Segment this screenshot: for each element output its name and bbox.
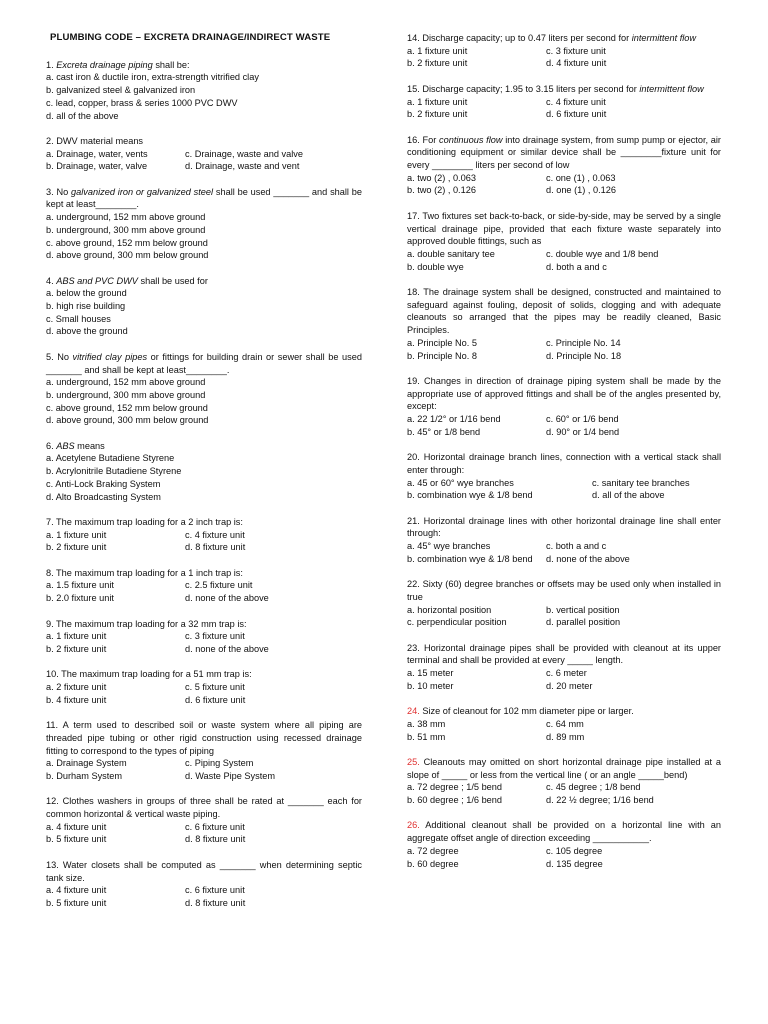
answer-options	[46, 148, 362, 173]
answer-option: d. 8 fixture unit	[185, 542, 246, 553]
question-text: No	[53, 186, 72, 197]
question-stem	[407, 642, 721, 667]
answer-option: a. 4 fixture unit	[46, 885, 107, 896]
question-number: 7.	[46, 516, 54, 527]
answer-option: b. 10 meter	[407, 680, 454, 691]
question-stem	[46, 719, 362, 757]
question-text: DWV material means	[53, 135, 144, 146]
answer-option: d. 6 fixture unit	[546, 109, 607, 120]
question-stem	[46, 186, 362, 211]
question-13	[46, 859, 362, 910]
answer-option: a. 45° wye branches	[407, 541, 491, 552]
answer-option: b. combination wye & 1/8 bend	[407, 553, 533, 564]
question-17	[407, 210, 721, 274]
question-stem	[407, 375, 721, 413]
question-20	[407, 451, 721, 502]
question-number: 17.	[407, 210, 420, 221]
question-stem	[407, 756, 721, 781]
answer-option: c. sanitary tee branches	[592, 477, 690, 488]
answer-option: c. 6 fixture unit	[185, 885, 245, 896]
question-stem	[46, 859, 362, 884]
question-text: Discharge capacity; 1.95 to 3.15 liters per second for	[419, 83, 640, 94]
answer-option: b. 60 degree	[407, 858, 459, 869]
question-8	[46, 567, 362, 605]
question-number: 11.	[46, 720, 59, 731]
answer-option: a. cast iron & ductile iron, extra-strength vitrified clay	[46, 72, 259, 83]
question-stem	[407, 32, 721, 45]
italic-term: galvanized iron or galvanized steel	[71, 186, 214, 197]
question-text: Changes in direction of drainage piping system shall be made by the appropriate use of approved fittings and shall be of the angles presented by, except:	[407, 375, 721, 412]
question-18	[407, 286, 721, 362]
italic-term: continuous flow	[439, 134, 503, 145]
answer-options	[46, 71, 362, 122]
document-title: PLUMBING CODE – EXCRETA DRAINAGE/INDIRECT WASTE	[50, 32, 331, 43]
question-text: Horizontal drainage branch lines, connection with a vertical stack shall enter through:	[407, 452, 721, 475]
answer-option: a. Drainage, water, vents	[46, 148, 148, 159]
italic-term: ABS	[56, 440, 75, 451]
answer-option: a. 4 fixture unit	[46, 821, 107, 832]
answer-option: c. 2.5 fixture unit	[185, 580, 253, 591]
answer-option: b. 5 fixture unit	[46, 834, 107, 845]
question-stem	[407, 819, 721, 844]
answer-option: c. 4 fixture unit	[546, 96, 606, 107]
question-text: Horizontal drainage lines with other horizontal drainage line shall enter through:	[407, 515, 721, 539]
answer-option: d. 89 mm	[546, 731, 585, 742]
question-number: 14.	[407, 33, 420, 43]
answer-option: c. both a and c	[546, 541, 607, 552]
answer-option: c. above ground, 152 mm below ground	[46, 237, 208, 248]
question-number: 15.	[407, 83, 420, 94]
answer-option: b. Drainage, water, valve	[46, 161, 148, 172]
answer-option: c. 6 fixture unit	[185, 821, 245, 832]
answer-option: a. 15 meter	[407, 668, 454, 679]
question-22	[407, 578, 721, 629]
question-number: 26.	[407, 820, 420, 831]
answer-option: b. 2 fixture unit	[46, 542, 107, 553]
question-stem	[46, 516, 362, 529]
answer-option: c. perpendicular position	[407, 617, 507, 628]
question-number: 21.	[407, 515, 420, 526]
answer-option: a. Acetylene Butadiene Styrene	[46, 453, 175, 464]
question-text: For	[419, 134, 439, 145]
answer-option: a. 38 mm	[407, 718, 446, 729]
answer-option: d. none of the above	[185, 593, 269, 604]
answer-options	[46, 630, 362, 655]
answer-options	[46, 757, 362, 782]
question-number: 20.	[407, 452, 420, 463]
question-14	[407, 32, 721, 70]
answer-option: c. above ground, 152 mm below ground	[46, 402, 208, 413]
question-stem	[407, 578, 721, 603]
answer-options	[46, 681, 362, 706]
answer-options	[46, 376, 362, 427]
question-15	[407, 83, 721, 121]
answer-option: b. two (2) , 0.126	[407, 185, 476, 196]
answer-option: b. underground, 300 mm above ground	[46, 224, 206, 235]
question-number: 6.	[46, 440, 54, 451]
answer-option: a. underground, 152 mm above ground	[46, 212, 206, 223]
answer-option: b. double wye	[407, 261, 464, 272]
italic-term: Excreta drainage piping	[56, 59, 153, 70]
question-number: 18.	[407, 287, 420, 297]
answer-options	[46, 452, 362, 503]
question-stem	[407, 134, 721, 172]
question-number: 12.	[46, 796, 59, 807]
left-column	[46, 32, 362, 922]
answer-option: a. below the ground	[46, 288, 127, 299]
question-number: 25.	[407, 756, 420, 767]
question-text: Water closets shall be computed as _______ when determining septic tank size.	[46, 859, 362, 883]
answer-option: a. 1 fixture unit	[46, 529, 107, 540]
answer-options	[407, 540, 721, 565]
answer-option: b. 5 fixture unit	[46, 897, 107, 908]
answer-option: c. 3 fixture unit	[185, 631, 245, 642]
answer-option: b. underground, 300 mm above ground	[46, 389, 206, 400]
question-number: 2.	[46, 135, 54, 146]
answer-option: a. Drainage System	[46, 758, 127, 769]
question-text: Sixty (60) degree branches or offsets may be used only when installed in true	[407, 579, 721, 602]
question-number: 8.	[46, 567, 54, 578]
answer-option: d. above ground, 300 mm below ground	[46, 250, 209, 261]
answer-option: a. Principle No. 5	[407, 337, 477, 348]
answer-options	[407, 96, 721, 121]
answer-options	[407, 337, 721, 362]
question-21	[407, 515, 721, 566]
question-9	[46, 618, 362, 656]
question-number: 19.	[407, 375, 420, 386]
answer-option: d. 8 fixture unit	[185, 834, 246, 845]
question-number: 13.	[46, 859, 59, 870]
question-text: The drainage system shall be designed, constructed and maintained to safeguard against fouling, deposit of solids, clogging and with adequate cleanouts so arranged that the pipes may be readily cleaned, Basic Principles.	[407, 287, 721, 336]
answer-option: c. Anti-Lock Braking System	[46, 478, 161, 489]
answer-options	[46, 579, 362, 604]
answer-option: d. 90° or 1/4 bend	[546, 426, 620, 437]
question-stem	[46, 135, 362, 148]
question-number: 22.	[407, 579, 420, 590]
right-column	[407, 32, 721, 883]
question-number: 9.	[46, 618, 54, 629]
answer-options	[407, 477, 721, 502]
answer-option: d. 4 fixture unit	[546, 58, 607, 69]
question-text: into drainage system, from sump pump or ejector, air conditioning equipment or similar device shall be ________fixture unit for every ________ liters per second of low	[407, 134, 721, 170]
question-10	[46, 668, 362, 706]
question-text: The maximum trap loading for a 1 inch trap is:	[53, 567, 243, 578]
question-stem	[407, 286, 721, 337]
answer-option: c. 3 fixture unit	[546, 45, 606, 56]
answer-option: a. two (2) , 0.063	[407, 172, 476, 183]
question-19	[407, 375, 721, 439]
question-stem	[407, 705, 721, 718]
question-3	[46, 186, 362, 262]
answer-option: d. 22 ½ degree; 1/16 bend	[546, 795, 654, 806]
answer-option: b. Acrylonitrile Butadiene Styrene	[46, 466, 182, 477]
question-number: 1.	[46, 59, 54, 70]
question-text: The maximum trap loading for a 51 mm trap is:	[58, 669, 252, 680]
answer-options	[46, 287, 362, 338]
question-text: Discharge capacity; up to 0.47 liters per second for	[419, 33, 632, 43]
answer-option: a. 1 fixture unit	[46, 631, 107, 642]
answer-option: d. both a and c	[546, 261, 607, 272]
answer-option: c. double wye and 1/8 bend	[546, 248, 659, 259]
question-text: Additional cleanout shall be provided on a horizontal line with an aggregate offset angle of direction exceeding ___________.	[407, 820, 721, 844]
answer-option: d. Alto Broadcasting System	[46, 491, 161, 502]
answer-option: b. high rise building	[46, 301, 126, 312]
answer-option: b. Principle No. 8	[407, 350, 477, 361]
question-text: Size of cleanout for 102 mm diameter pipe or larger.	[419, 706, 634, 717]
answer-option: a. 22 1/2° or 1/16 bend	[407, 414, 501, 425]
question-12	[46, 795, 362, 846]
answer-option: b. galvanized steel & galvanized iron	[46, 85, 196, 96]
question-stem	[46, 440, 362, 453]
answer-option: c. Drainage, waste and valve	[185, 148, 303, 159]
answer-option: d. one (1) , 0.126	[546, 185, 616, 196]
question-stem	[407, 210, 721, 248]
answer-option: a. horizontal position	[407, 604, 492, 615]
question-stem	[407, 451, 721, 476]
answer-option: b. Durham System	[46, 770, 123, 781]
question-11	[46, 719, 362, 783]
question-stem	[46, 668, 362, 681]
question-text: Two fixtures set back-to-back, or side-by-side, may be served by a single vertical drainage pipe, provided that each fixture waste separately into approved double fittings, such as	[407, 210, 721, 247]
question-24	[407, 705, 721, 743]
answer-option: d. 20 meter	[546, 680, 593, 691]
question-stem	[46, 618, 362, 631]
answer-option: b. 2 fixture unit	[407, 109, 468, 120]
answer-option: d. Principle No. 18	[546, 350, 622, 361]
answer-option: a. underground, 152 mm above ground	[46, 377, 206, 388]
answer-option: b. vertical position	[546, 604, 620, 615]
answer-options	[46, 529, 362, 554]
answer-option: b. 60 degree ; 1/6 bend	[407, 795, 503, 806]
answer-option: d. all of the above	[46, 110, 119, 121]
answer-option: d. above ground, 300 mm below ground	[46, 415, 209, 426]
answer-option: d. above the ground	[46, 326, 128, 337]
question-text: The maximum trap loading for a 32 mm trap is:	[53, 618, 247, 629]
answer-option: d. Waste Pipe System	[185, 770, 276, 781]
answer-option: c. 45 degree ; 1/8 bend	[546, 782, 641, 793]
answer-option: c. Piping System	[185, 758, 254, 769]
answer-option: a. 45 or 60° wye branches	[407, 477, 514, 488]
italic-term: intermittent flow	[639, 83, 704, 94]
question-number: 23.	[407, 642, 420, 653]
answer-options	[407, 248, 721, 273]
question-stem	[46, 59, 362, 72]
question-6	[46, 440, 362, 504]
answer-option: a. 2 fixture unit	[46, 682, 107, 693]
question-number: 4.	[46, 275, 54, 286]
question-4	[46, 275, 362, 339]
italic-term: ABS and PVC DWV	[56, 275, 138, 286]
answer-option: a. 72 degree	[407, 845, 459, 856]
question-number: 24.	[407, 706, 420, 717]
question-2	[46, 135, 362, 173]
question-text: A term used to described soil or waste system where all piping are threaded pipe tubing or other rigid construction using recessed drainage fitting to correspond to the types of piping	[46, 720, 362, 756]
answer-option: a. 72 degree ; 1/5 bend	[407, 782, 503, 793]
question-5	[46, 351, 362, 427]
answer-option: c. 5 fixture unit	[185, 682, 245, 693]
answer-option: d. none of the above	[185, 643, 269, 654]
answer-options	[407, 667, 721, 692]
question-text: The maximum trap loading for a 2 inch trap is:	[53, 516, 243, 527]
answer-option: c. 60° or 1/6 bend	[546, 414, 619, 425]
question-text: Horizontal drainage pipes shall be provided with cleanout at its upper terminal and shall be provided at every _____ length.	[407, 642, 721, 666]
italic-term: vitrified clay pipes	[72, 351, 148, 362]
answer-option: c. Small houses	[46, 313, 111, 324]
answer-options	[407, 718, 721, 743]
answer-options	[46, 884, 362, 909]
question-stem	[407, 515, 721, 540]
answer-option: c. one (1) , 0.063	[546, 172, 616, 183]
answer-options	[407, 172, 721, 197]
answer-option: c. Principle No. 14	[546, 337, 621, 348]
question-number: 3.	[46, 186, 54, 197]
question-text: shall be:	[152, 59, 190, 70]
answer-option: d. all of the above	[592, 490, 665, 501]
answer-option: b. 45° or 1/8 bend	[407, 426, 481, 437]
question-16	[407, 134, 721, 198]
question-stem	[407, 83, 721, 96]
answer-option: b. 51 mm	[407, 731, 446, 742]
answer-option: c. 64 mm	[546, 718, 584, 729]
answer-options	[407, 413, 721, 438]
question-26	[407, 819, 721, 870]
question-text: shall be used _______ and shall be kept at least________.	[46, 186, 362, 210]
answer-options	[407, 781, 721, 806]
answer-option: a. 1.5 fixture unit	[46, 580, 114, 591]
question-text: No	[53, 351, 73, 362]
answer-option: d. Drainage, waste and vent	[185, 161, 300, 172]
answer-options	[407, 845, 721, 870]
answer-option: c. 105 degree	[546, 845, 603, 856]
answer-option: d. none of the above	[546, 553, 630, 564]
answer-options	[46, 821, 362, 846]
answer-options	[46, 211, 362, 262]
answer-option: d. 8 fixture unit	[185, 897, 246, 908]
question-25	[407, 756, 721, 807]
question-stem	[46, 795, 362, 820]
question-1	[46, 59, 362, 123]
question-number: 10.	[46, 669, 59, 680]
question-stem	[46, 567, 362, 580]
answer-option: c. lead, copper, brass & series 1000 PVC DWV	[46, 97, 238, 108]
answer-option: a. 1 fixture unit	[407, 96, 468, 107]
answer-option: a. double sanitary tee	[407, 248, 495, 259]
answer-option: a. 1 fixture unit	[407, 45, 468, 56]
answer-option: b. 2.0 fixture unit	[46, 593, 114, 604]
answer-option: c. 6 meter	[546, 668, 587, 679]
answer-option: d. 135 degree	[546, 858, 603, 869]
answer-option: b. 4 fixture unit	[46, 694, 107, 705]
answer-option: c. 4 fixture unit	[185, 529, 245, 540]
italic-term: intermittent flow	[631, 33, 697, 43]
answer-option: d. parallel position	[546, 617, 621, 628]
answer-option: b. combination wye & 1/8 bend	[407, 490, 533, 501]
question-number: 16.	[407, 134, 420, 145]
question-text: shall be used for	[137, 275, 208, 286]
answer-option: d. 6 fixture unit	[185, 694, 246, 705]
question-text: means	[74, 440, 105, 451]
question-number: 5.	[46, 351, 54, 362]
question-7	[46, 516, 362, 554]
question-text: Cleanouts may omitted on short horizontal drainage pipe installed at a slope of _____ or less from the vertical line ( or an angle _____bend)	[407, 756, 721, 780]
answer-options	[407, 604, 721, 629]
question-text: Clothes washers in groups of three shall be rated at _______ each for common horizontal & vertical waste piping.	[46, 796, 362, 820]
question-stem	[46, 275, 362, 288]
question-stem	[46, 351, 362, 376]
answer-option: b. 2 fixture unit	[46, 643, 107, 654]
question-23	[407, 642, 721, 693]
question-text: or fittings for building drain or sewer shall be used _______ and shall be kept at least________.	[46, 351, 362, 375]
answer-option: b. 2 fixture unit	[407, 58, 468, 69]
answer-options	[407, 45, 721, 70]
